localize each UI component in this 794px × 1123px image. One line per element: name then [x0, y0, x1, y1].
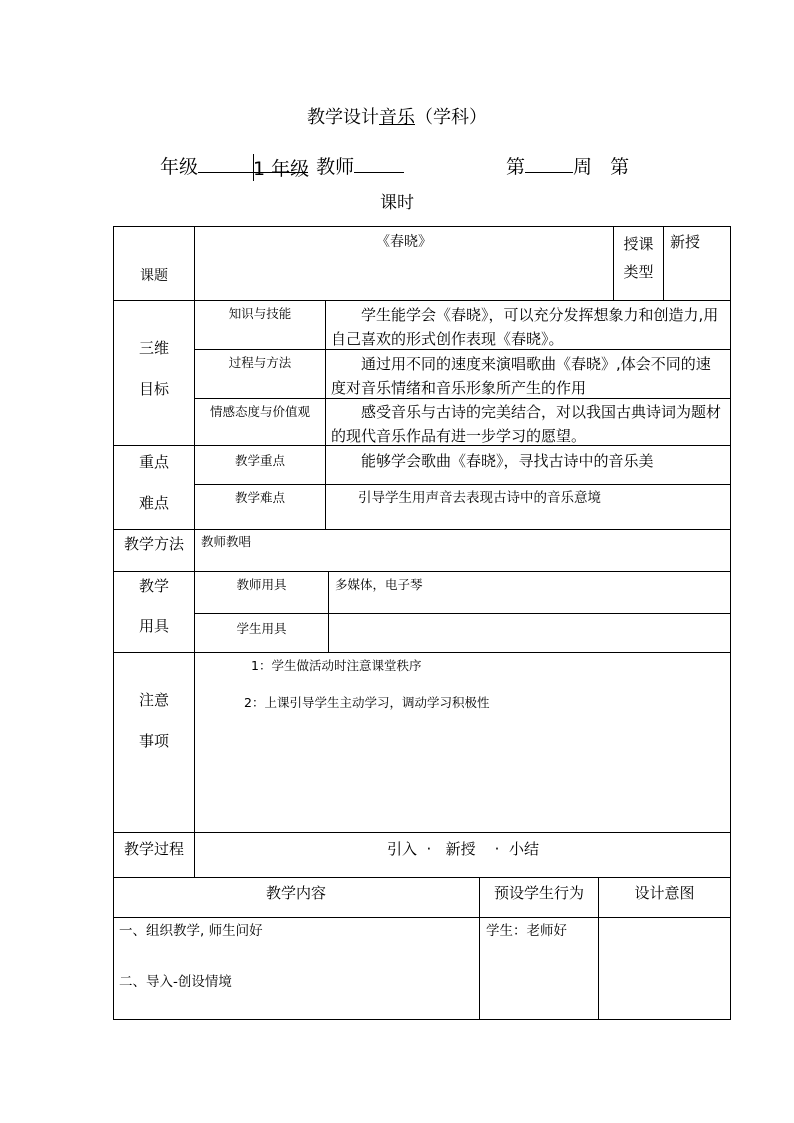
goals-label-2: 目标	[138, 380, 169, 398]
process-label: 教学过程	[123, 840, 184, 858]
grade-value: 1 年级	[253, 154, 254, 181]
week-suffix: 周	[573, 156, 593, 178]
page-title	[0, 103, 794, 129]
row-line	[113, 529, 731, 530]
step-content-1: 一、组织教学, 师生问好	[119, 923, 263, 939]
grade-blank	[198, 154, 310, 180]
note-item-2: 2：上课引导学生主动学习，调动学习积极性	[244, 695, 490, 710]
method-label: 教学方法	[123, 535, 184, 553]
col-line	[328, 571, 329, 652]
teacher-blank	[354, 154, 404, 173]
row-line	[195, 613, 731, 614]
notes-label-2: 事项	[138, 732, 169, 750]
tools-label-1: 教学	[138, 577, 169, 595]
row-line	[113, 300, 731, 301]
note-item-1: 1：学生做活动时注意课堂秩序	[251, 658, 422, 673]
goal-attitude-label: 情感态度与价值观	[209, 404, 310, 419]
grade-label: 年级	[160, 156, 199, 178]
focus-difficulty-text: 引导学生用声音去表现古诗中的音乐意境	[358, 490, 601, 506]
goals-label-1: 三维	[138, 339, 169, 357]
week-prefix: 第	[506, 156, 526, 178]
tools-label-2: 用具	[138, 617, 169, 635]
row-line	[113, 571, 731, 572]
lesson-suffix: 课时	[380, 193, 414, 213]
row-line	[113, 877, 731, 878]
teacher-tools-value: 多媒体，电子琴	[335, 577, 423, 592]
process-value: 引入 · 新授 · 小结	[387, 840, 539, 858]
column-header-content: 教学内容	[265, 884, 326, 902]
teacher-label: 教师	[316, 156, 355, 178]
lesson-type-label: 授课类型	[623, 235, 654, 281]
border-right	[730, 226, 731, 1020]
focus-label-1: 重点	[138, 453, 169, 471]
row-line	[195, 484, 731, 485]
lesson-plan-table	[113, 226, 731, 1020]
step-student-1: 学生：老师好	[486, 923, 567, 939]
goal-attitude-text: 感受音乐与古诗的完美结合，对以我国古典诗词为题材的现代音乐作品有进一步学习的愿望。	[331, 403, 722, 445]
focus-key-text: 能够学会歌曲《春晓》，寻找古诗中的音乐美	[361, 452, 654, 470]
border-bottom	[113, 1019, 731, 1020]
column-header-intent: 设计意图	[634, 884, 695, 902]
notes-label-1: 注意	[138, 691, 169, 709]
goal-knowledge-label: 知识与技能	[228, 306, 292, 321]
column-header-student: 预设学生行为	[493, 884, 584, 902]
row-line	[113, 832, 731, 833]
week-line	[506, 152, 629, 179]
step-content-2: 二、导入-创设情境	[119, 974, 232, 990]
row-line	[113, 652, 731, 653]
title-prefix: 教学设计	[307, 107, 379, 128]
topic-value: 《春晓》	[376, 234, 432, 250]
col-line	[663, 226, 664, 300]
goal-process-label: 过程与方法	[228, 355, 292, 370]
grade-line	[160, 152, 404, 179]
goal-knowledge-text: 学生能学会《春晓》，可以充分发挥想象力和创造力,用自己喜欢的形式创作表现《春晓》。	[331, 306, 719, 348]
topic-label: 课题	[140, 268, 168, 284]
focus-difficulty-label: 教学难点	[234, 490, 285, 505]
lesson-prefix: 第	[610, 156, 630, 178]
week-blank	[525, 154, 573, 173]
lesson-type-value: 新授	[670, 233, 701, 251]
method-value: 教师教唱	[201, 534, 252, 549]
goal-process-text: 通过用不同的速度来演唱歌曲《春晓》,体会不同的速度对音乐情绪和音乐形象所产生的作用	[331, 355, 711, 397]
border-top	[113, 226, 731, 227]
title-suffix: （学科）	[415, 107, 487, 128]
focus-key-label: 教学重点	[234, 453, 285, 468]
row-line	[113, 917, 731, 918]
focus-label-2: 难点	[138, 494, 169, 512]
teacher-tools-label: 教师用具	[236, 577, 287, 592]
subject-value: 音乐	[379, 107, 415, 128]
col-line	[325, 300, 326, 529]
student-tools-label: 学生用具	[236, 621, 287, 636]
